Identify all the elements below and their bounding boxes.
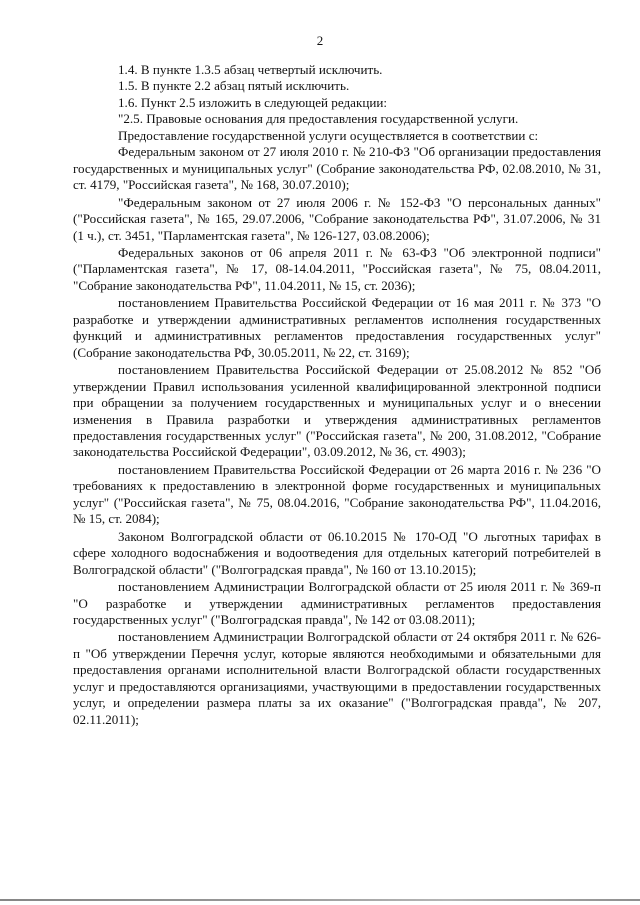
- paragraph-1-5: 1.5. В пункте 2.2 абзац пятый исключить.: [118, 78, 350, 94]
- paragraph-decree-852: постановлением Правительства Российской Федерации от 25.08.2012 № 852 "Об утверждении Правил использования усиленной квалифицированной электронной подписи при обращении за получением государственных и муниципальных услуг и о внесении изменения в Правила разработки и утверждения административных регламентов предоставления государственных услуг" ("Российская газета", № 200, 31.08.2012, "Собрание законодательства Российской Федерации", 03.09.2012, № 36, ст. 4903);: [73, 362, 601, 460]
- paragraph-decree-373: постановлением Правительства Российской Федерации от 16 мая 2011 г. № 373 "О разработке и утверждении административных регламентов исполнения государственных функций и административных регламентов предоставления государственных услуг" (Собрание законодательства РФ, 30.05.2011, № 22, ст. 3169);: [73, 295, 601, 360]
- paragraph-2-5-heading: "2.5. Правовые основания для предоставления государственной услуги.: [118, 111, 519, 127]
- paragraph-decree-626: постановлением Администрации Волгоградской области от 24 октября 2011 г. № 626-п "Об утверждении Перечня услуг, которые являются необходимыми и обязательными для предоставления органами исполнительной власти Волгоградской области государственных услуг и предоставляются организациями, участвующими в предоставлении государственных услуг, и определении размера платы за их оказание" ("Волгоградская правда", № 207, 02.11.2011);: [73, 629, 601, 727]
- page-number: 2: [316, 33, 324, 48]
- paragraph-decree-369: постановлением Администрации Волгоградской области от 25 июля 2011 г. № 369-п "О разработке и утверждении административных регламентов предоставления государственных услуг" ("Волгоградская правда", № 142 от 03.08.2011);: [73, 579, 601, 627]
- document-body: [73, 62, 601, 728]
- paragraph-law-152: "Федеральным законом от 27 июля 2006 г. № 152-ФЗ "О персональных данных" ("Российская газета", № 165, 29.07.2006, "Собрание законодательства РФ", 31.07.2006, № 31 (1 ч.), ст. 3451, "Парламентская газета", № 126-127, 03.08.2006);: [73, 194, 601, 243]
- paragraph-decree-236: постановлением Правительства Российской Федерации от 26 марта 2016 г. № 236 "О требованиях к предоставлению в электронной форме государственных и муниципальных услуг" ("Российская газета", № 75, 08.04.2016, "Собрание законодательства РФ", 11.04.2016, № 15, ст. 2084);: [73, 461, 601, 527]
- paragraph-law-210: Федеральным законом от 27 июля 2010 г. № 210-ФЗ "Об организации предоставления государственных и муниципальных услуг" (Собрание законодательства РФ, 02.08.2010, № 31, ст. 4179, "Российская газета", № 168, 30.07.2010);: [73, 144, 601, 193]
- paragraph-law-63: Федеральных законов от 06 апреля 2011 г. № 63-ФЗ "Об электронной подписи" ("Парламентская газета", № 17, 08-14.04.2011, "Российская газета", № 75, 08.04.2011, "Собрание законодательства РФ", 11.04.2011, № 15, ст. 2036);: [73, 244, 601, 293]
- paragraph-1-6: 1.6. Пункт 2.5 изложить в следующей редакции:: [118, 94, 387, 110]
- paragraph-1-4: 1.4. В пункте 1.3.5 абзац четвертый исключить.: [118, 62, 383, 77]
- paragraph-law-170: Законом Волгоградской области от 06.10.2015 № 170-ОД "О льготных тарифах в сфере холодного водоснабжения и водоотведения для отдельных категорий потребителей в Волгоградской области" ("Волгоградская правда", № 160 от 13.10.2015);: [73, 528, 601, 577]
- bottom-edge-shadow: [0, 899, 640, 901]
- paragraph-intro: Предоставление государственной услуги осуществляется в соответствии с:: [118, 127, 539, 143]
